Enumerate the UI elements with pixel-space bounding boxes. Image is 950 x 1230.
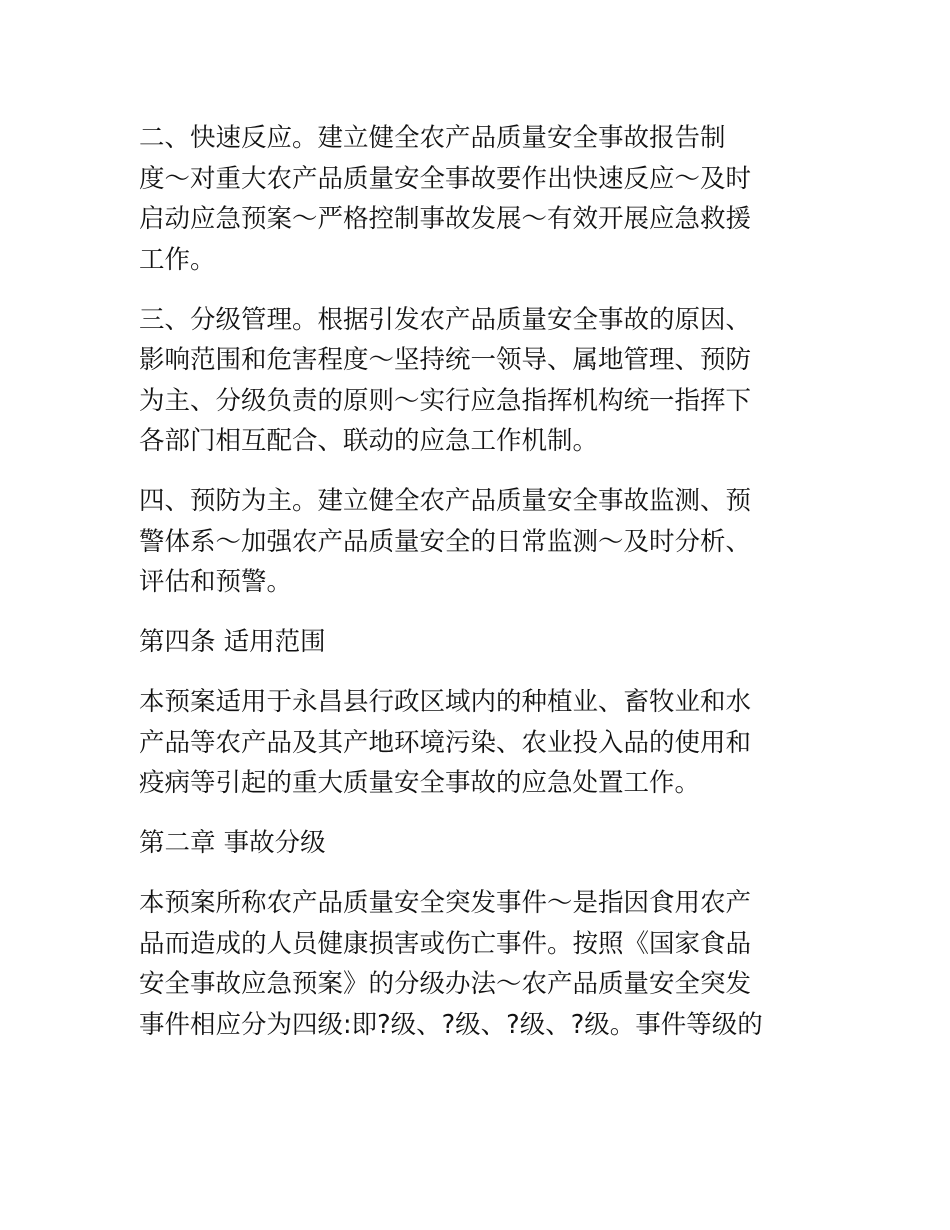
heading-article-4-scope: 第四条 适用范围 bbox=[139, 627, 326, 657]
heading-chapter-2-classification: 第二章 事故分级 bbox=[139, 828, 326, 858]
text-line: 产品等农产品及其产地环境污染、农业投入品的使用和 bbox=[139, 727, 752, 758]
text-line: 影响范围和危害程度～坚持统一领导、属地管理、预防 bbox=[139, 345, 752, 375]
text-line: 为主、分级负责的原则～实行应急指挥机构统一指挥下 bbox=[139, 385, 752, 416]
paragraph-graded-management bbox=[139, 300, 819, 462]
text-line: 本预案适用于永昌县行政区域内的种植业、畜牧业和水 bbox=[139, 687, 752, 717]
text-line: 警体系～加强农产品质量安全的日常监测～及时分析、 bbox=[139, 526, 752, 557]
text-line: 评估和预警。 bbox=[139, 567, 293, 597]
text-line: 安全事故应急预案》的分级办法～农产品质量安全突发 bbox=[139, 969, 752, 999]
paragraph-prevention-first bbox=[139, 481, 819, 603]
text-line: 各部门相互配合、联动的应急工作机制。 bbox=[139, 426, 599, 456]
paragraph-scope bbox=[139, 682, 819, 804]
text-line: 四、预防为主。建立健全农产品质量安全事故监测、预 bbox=[139, 486, 752, 516]
text-line: 品而造成的人员健康损害或伤亡事件。按照《国家食品 bbox=[139, 928, 752, 959]
paragraph-classification bbox=[139, 883, 819, 1045]
text-line: 启动应急预案～严格控制事故发展～有效开展应急救援 bbox=[139, 204, 752, 234]
text-line: 事件相应分为四级:即?级、?级、?级、?级。事件等级的 bbox=[139, 1009, 763, 1040]
text-line: 本预案所称农产品质量安全突发事件～是指因食用农产 bbox=[139, 888, 752, 918]
text-line: 疫病等引起的重大质量安全事故的应急处置工作。 bbox=[139, 768, 701, 798]
text-line: 工作。 bbox=[139, 244, 216, 275]
document-body bbox=[139, 118, 819, 1065]
text-line: 三、分级管理。根据引发农产品质量安全事故的原因、 bbox=[139, 304, 752, 335]
paragraph-rapid-response bbox=[139, 118, 819, 280]
text-line: 二、快速反应。建立健全农产品质量安全事故报告制 bbox=[139, 123, 726, 153]
text-line: 度～对重大农产品质量安全事故要作出快速反应～及时 bbox=[139, 163, 752, 194]
